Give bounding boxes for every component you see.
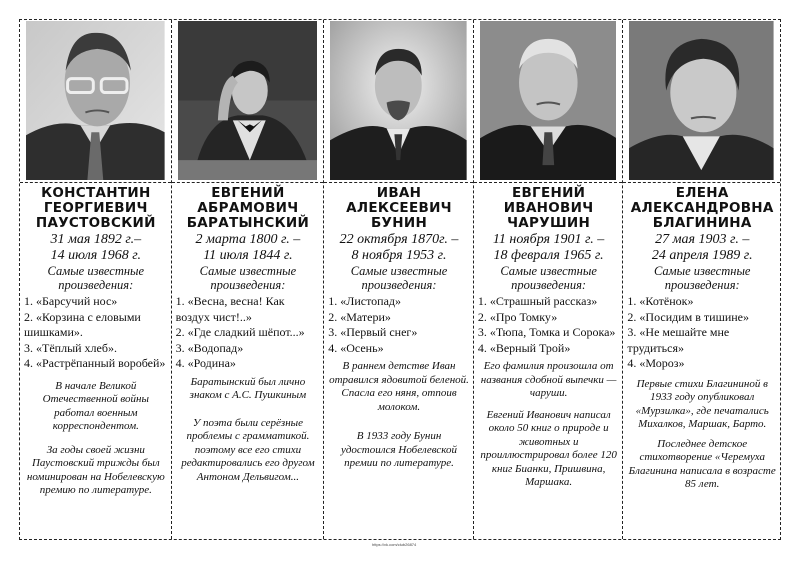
fact: В раннем детстве Иван отравился ядовитой беленой. Спасла его няня, отпоив молоком. xyxy=(329,360,469,413)
name-last: БЛАГИНИНА xyxy=(652,215,752,231)
work-item: 2. «Посидим в тишине» xyxy=(627,309,749,324)
fact: За годы своей жизни Паустовский трижды был номинирован на Нобелевскую премию по литературе. xyxy=(26,443,165,496)
fact: Евгений Иванович написал около 50 книг о природе и животных и проиллюстрировал более 120 книг Бианки, Пришвина, Маршака. xyxy=(480,408,617,488)
birth-date: 27 мая 1903 г. – xyxy=(655,232,750,247)
work-item: 4. «Осень» xyxy=(328,340,384,355)
name-first: ЕВГЕНИЙ xyxy=(511,185,586,201)
writer-name xyxy=(328,186,470,231)
birth-date: 11 ноября 1901 г. – xyxy=(492,232,605,247)
birth-date: 2 марта 1800 г. – xyxy=(195,232,301,247)
work-item: 3. «Не мешайте мне трудиться» xyxy=(627,325,730,355)
fact: Баратынский был лично знаком с А.С. Пушкиным xyxy=(189,375,307,401)
works-list xyxy=(176,294,321,372)
works-list xyxy=(24,294,168,372)
fact: Первые стихи Благининой в 1933 году опубликовал «Мурзилка», где печатались Михалков, Маршак, Барто. xyxy=(635,377,769,430)
name-first: ЕЛЕНА xyxy=(675,185,729,201)
portrait-bunin xyxy=(324,20,473,183)
writers-cards-sheet xyxy=(19,19,781,540)
writer-name xyxy=(24,186,168,231)
name-patronymic: АБРАМОВИЧ xyxy=(197,200,299,216)
writer-card-baratynsky xyxy=(172,20,325,539)
life-dates xyxy=(627,232,777,264)
writer-card-blaginina xyxy=(623,20,780,539)
portrait-blaginina xyxy=(623,20,780,183)
fact: Его фамилия произошла от названия сдобной выпечки — чаруши. xyxy=(480,360,617,399)
name-patronymic: АЛЕКСЕЕВИЧ xyxy=(346,200,452,216)
works-list xyxy=(328,294,470,356)
works-list xyxy=(478,294,620,356)
portrait-photo-icon xyxy=(629,21,774,180)
portrait-charushin xyxy=(474,20,623,183)
life-dates xyxy=(176,232,321,264)
known-works-label: Самые известные произведения: xyxy=(47,264,145,292)
work-item: 2. «Матери» xyxy=(328,309,391,324)
birth-date: 31 мая 1892 г.– xyxy=(50,232,142,247)
work-item: 2. «Корзина с еловыми шишками». xyxy=(24,309,141,339)
name-first: ЕВГЕНИЙ xyxy=(211,185,285,201)
work-item: 2. «Про Томку» xyxy=(477,309,558,324)
name-patronymic: ИВАНОВИЧ xyxy=(503,200,594,216)
writer-card-paustovsky xyxy=(20,20,172,539)
death-date: 24 апреля 1989 г. xyxy=(651,248,753,263)
portrait-photo-icon xyxy=(480,21,617,180)
death-date: 14 июля 1968 г. xyxy=(50,248,142,263)
work-item: 1. «Котёнок» xyxy=(627,294,694,308)
name-last: БАРАТЫНСКИЙ xyxy=(186,215,310,231)
works-list xyxy=(627,294,777,372)
name-first: ИВАН xyxy=(376,185,422,201)
work-item: 1. «Листопад» xyxy=(328,294,402,308)
name-last: БУНИН xyxy=(370,215,428,231)
known-works-label: Самые известные произведения: xyxy=(653,264,751,292)
life-dates xyxy=(328,232,470,264)
work-item: 1. «Весна, весна! Как воздух чист!..» xyxy=(175,294,285,324)
work-item: 2. «Где сладкий шёпот...» xyxy=(175,325,305,339)
work-item: 3. «Первый снег» xyxy=(328,325,418,339)
name-last: ПАУСТОВСКИЙ xyxy=(35,215,156,231)
work-item: 3. «Водопад» xyxy=(175,340,244,355)
work-item: 3. «Тёплый хлеб». xyxy=(24,340,117,355)
fact: В начале Великой Отечественной войны работал военным корреспондентом. xyxy=(42,379,149,432)
death-date: 8 ноября 1953 г. xyxy=(351,248,447,263)
known-works-label: Самые известные произведения: xyxy=(500,264,597,292)
work-item: 1. «Барсучий нос» xyxy=(24,294,118,308)
work-item: 3. «Тюпа, Томка и Сорока» xyxy=(477,325,616,339)
life-dates xyxy=(478,232,620,264)
portrait-baratynsky xyxy=(172,20,324,183)
writer-name xyxy=(627,186,777,231)
life-dates xyxy=(24,232,168,264)
portrait-paustovsky xyxy=(20,20,171,183)
name-patronymic: ГЕОРГИЕВИЧ xyxy=(43,200,148,216)
name-patronymic: АЛЕКСАНДРОВНА xyxy=(630,200,774,216)
writer-name xyxy=(176,186,321,231)
writer-card-bunin xyxy=(324,20,474,539)
fact: В 1933 году Бунин удостоился Нобелевской премии по литературе. xyxy=(340,430,458,469)
writer-name xyxy=(478,186,620,231)
work-item: 4. «Мороз» xyxy=(627,356,685,370)
fact: Последнее детское стихотворение «Черемуха Благинина написала в возрасте 85 лет. xyxy=(628,437,776,490)
footer-url: https://vk.com/club26874 xyxy=(372,542,417,547)
work-item: 4. «Верный Трой» xyxy=(477,340,571,355)
fact: У поэта были серёзные проблемы с грамматикой. поэтому все его стихи редактировались его другом Антоном Дельвигом... xyxy=(181,416,315,483)
work-item: 4. «Родина» xyxy=(175,356,236,370)
name-last: ЧАРУШИН xyxy=(507,215,591,231)
portrait-photo-icon xyxy=(178,21,318,180)
known-works-label: Самые известные произведения: xyxy=(350,264,448,292)
name-first: КОНСТАНТИН xyxy=(41,185,151,201)
portrait-photo-icon xyxy=(330,21,467,180)
portrait-photo-icon xyxy=(26,21,165,180)
known-works-label: Самые известные произведения: xyxy=(199,264,297,292)
death-date: 18 февраля 1965 г. xyxy=(493,248,604,263)
birth-date: 22 октября 1870г. – xyxy=(339,232,459,247)
work-item: 4. «Растрёпанный воробей» xyxy=(24,356,166,370)
work-item: 1. «Страшный рассказ» xyxy=(477,294,598,308)
death-date: 11 июля 1844 г. xyxy=(203,248,293,263)
writer-card-charushin xyxy=(474,20,624,539)
